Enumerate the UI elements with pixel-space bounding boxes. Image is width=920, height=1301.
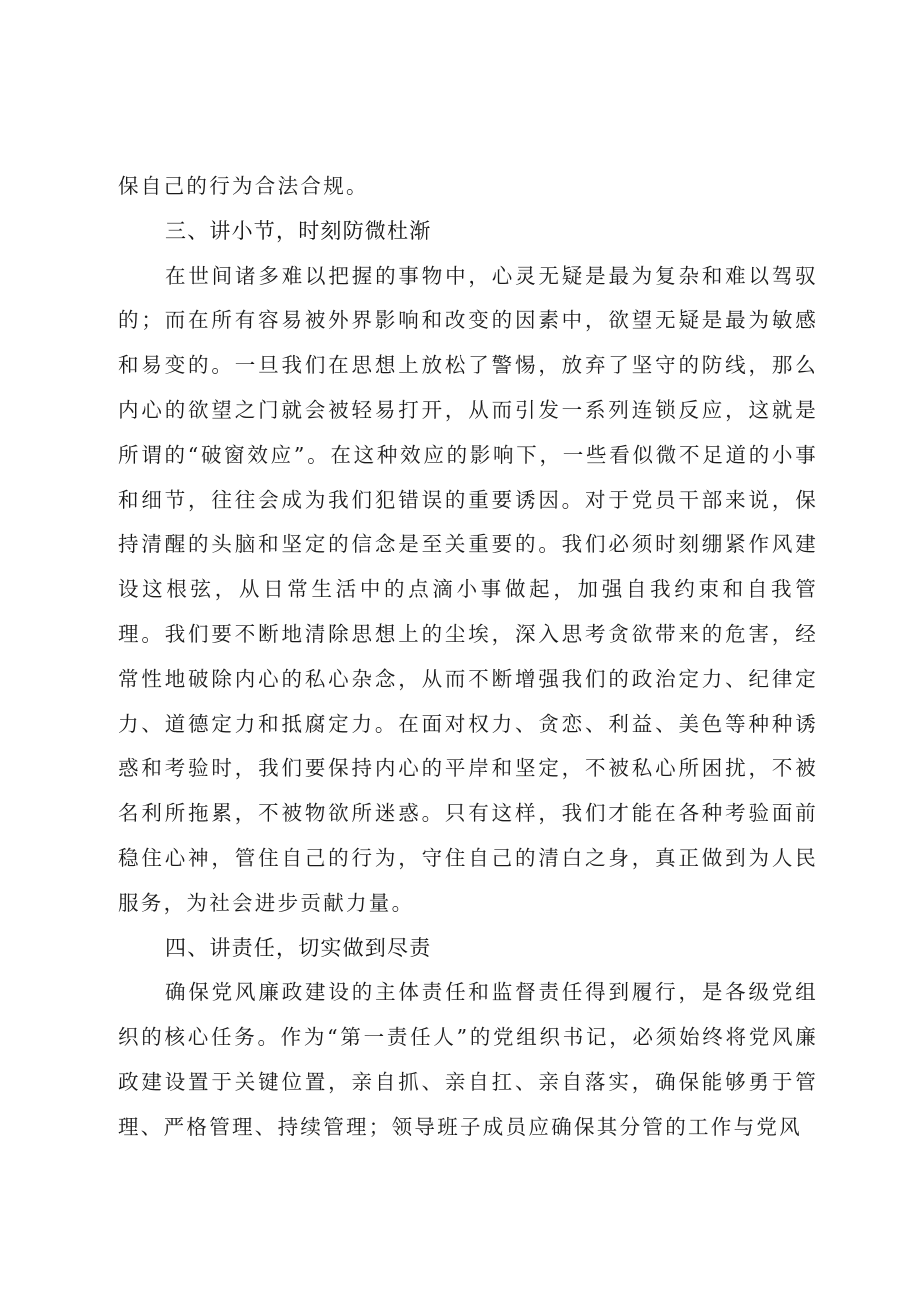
- section-paragraph-4: 确保党风廉政建设的主体责任和监督责任得到履行，是各级党组织的核心任务。作为“第一责任人”的党组织书记，必须始终将党风廉政建设置于关键位置，亲自抓、亲自扛、亲自落实，确保能够勇于管理、严格管理、持续管理；领导班子成员应确保其分管的工作与党风: [118, 980, 818, 1139]
- document-body: [118, 164, 818, 1150]
- section-heading-3: 三、讲小节，时刻防微杜渐: [165, 218, 432, 243]
- section-paragraph-3: 在世间诸多难以把握的事物中，心灵无疑是最为复杂和难以驾驭的；而在所有容易被外界影响和改变的因素中，欲望无疑是最为敏感和易变的。一旦我们在思想上放松了警惕，放弃了坚守的防线，那么内心的欲望之门就会被轻易打开，从而引发一系列连锁反应，这就是所谓的“破窗效应”。在这种效应的影响下，一些看似微不足道的小事和细节，往往会成为我们犯错误的重要诱因。对于党员干部来说，保持清醒的头脑和坚定的信念是至关重要的。我们必须时刻绷紧作风建设这根弦，从日常生活中的点滴小事做起，加强自我约束和自我管理。我们要不断地清除思想上的尘埃，深入思考贪欲带来的危害，经常性地破除内心的私心杂念，从而不断增强我们的政治定力、纪律定力、道德定力和抵腐定力。在面对权力、贪恋、利益、美色等种种诱惑和考验时，我们要保持内心的平岸和坚定，不被私心所困扰，不被名利所拖累，不被物欲所迷惑。只有这样，我们才能在各种考验面前稳住心神，管住自己的行为，守住自己的清白之身，真正做到为人民服务，为社会进步贡献力量。: [118, 263, 818, 915]
- section-heading-4: 四、讲责任，切实做到尽责: [165, 935, 432, 960]
- paragraph-continuation: 保自己的行为合法合规。: [118, 174, 369, 198]
